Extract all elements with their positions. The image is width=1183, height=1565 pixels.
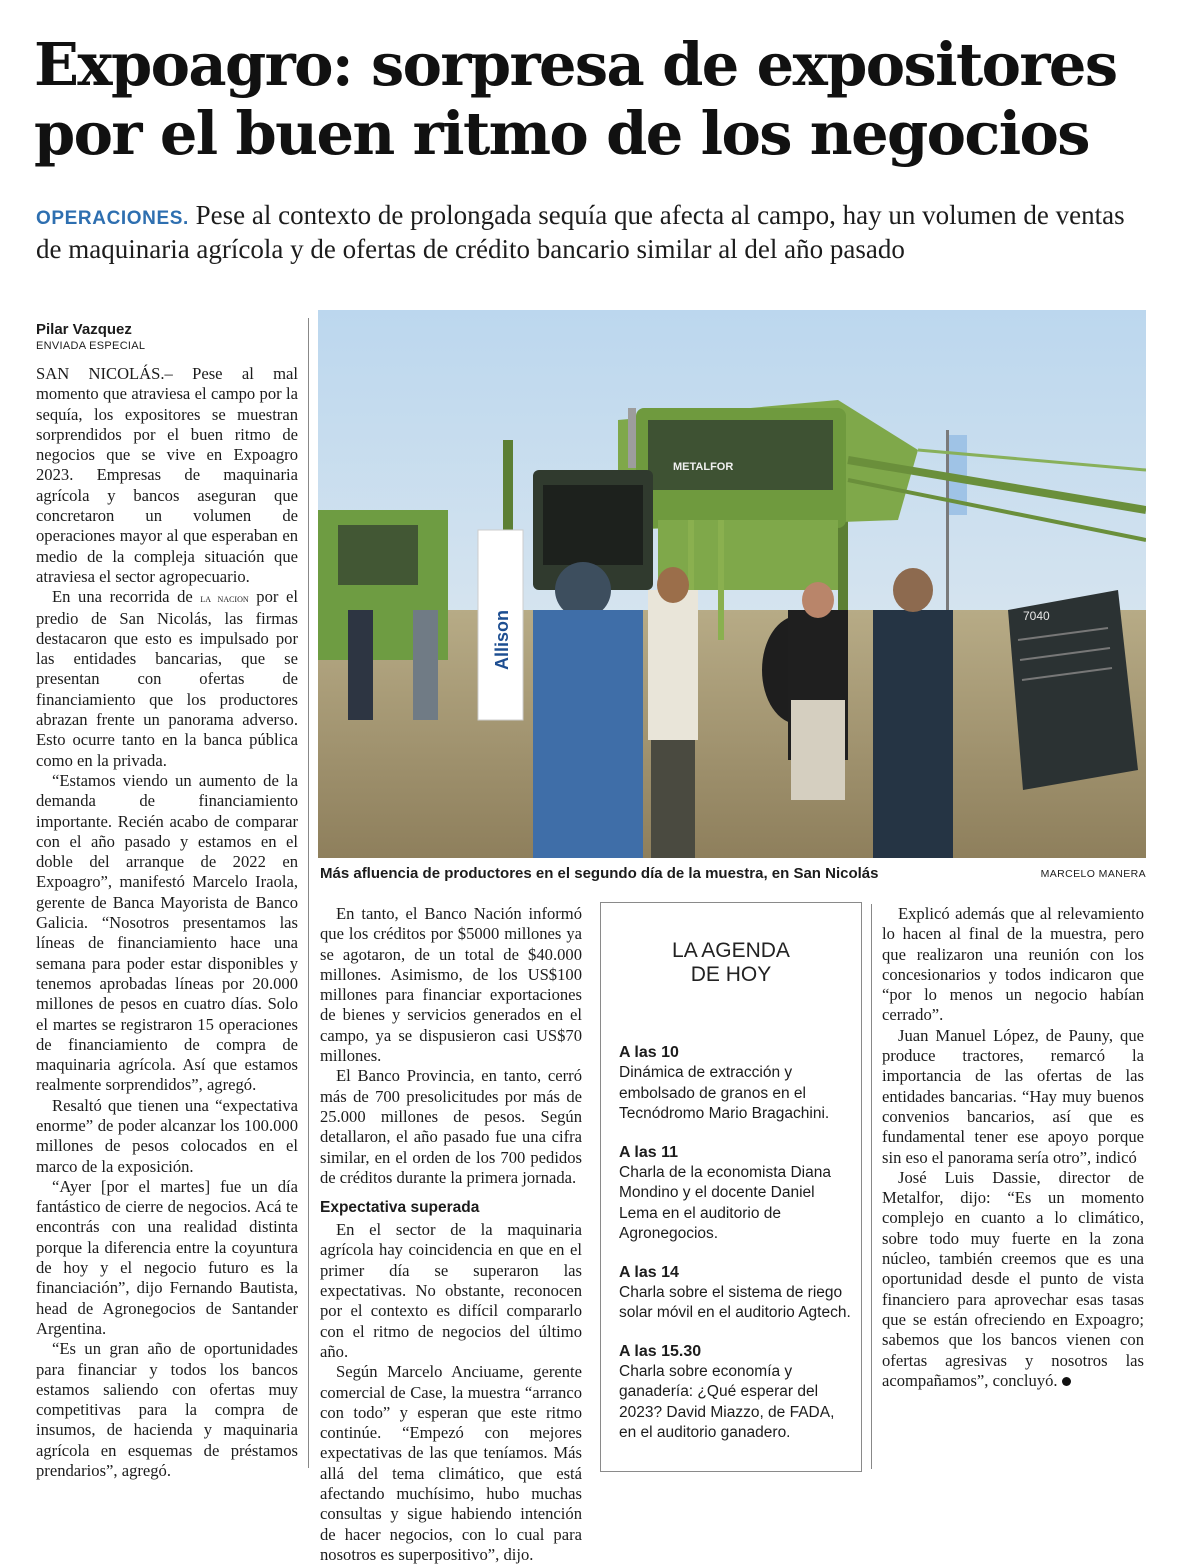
headline: Expoagro: sorpresa de expositores por el buen ritmo de los negocios xyxy=(34,30,1117,168)
article-subhead: Expectativa superada xyxy=(320,1199,480,1217)
agenda-time: A las 14 xyxy=(619,1263,679,1281)
column-rule xyxy=(308,318,309,1468)
article-photo xyxy=(318,310,1146,858)
agenda-box xyxy=(600,902,862,1472)
agenda-time: A las 10 xyxy=(619,1044,679,1061)
article-column-4 xyxy=(882,904,1144,1391)
article-paragraph: Explicó además que al relevamiento lo hacen al final de la muestra, pero que realizaron una reunión con los concesionarios y todos indicaron que “por lo menos un negocio habían cerrado”. xyxy=(882,904,1144,1025)
article-column-2 xyxy=(320,904,582,1565)
column-rule xyxy=(871,904,872,1469)
agenda-description: Charla de la economista Diana Mondino y el docente Daniel Lema en el auditorio de Agronegocios. xyxy=(619,1163,831,1242)
deck xyxy=(36,200,1156,264)
photo-caption: Más afluencia de productores en el segundo día de la muestra, en San Nicolás xyxy=(320,865,879,882)
agenda-item xyxy=(619,1342,851,1444)
agenda-item xyxy=(619,1143,851,1245)
display-model: 7040 xyxy=(1023,609,1050,623)
agenda-time: A las 15.30 xyxy=(619,1342,702,1360)
byline-role: ENVIADA ESPECIAL xyxy=(36,340,146,352)
agenda-item xyxy=(619,1043,851,1125)
allison-sign-text: Allison xyxy=(492,609,512,670)
article-paragraph: Resaltó que tienen una “expectativa enorme” de poder alcanzar los 100.000 millones de pesos colocados en el marco de la exposición. xyxy=(36,1095,298,1176)
allison-banner xyxy=(478,530,523,720)
deck-kicker: OPERACIONES. xyxy=(36,208,189,229)
article-paragraph: El Banco Provincia, en tanto, cerró más de 700 presolicitudes por más de 25.000 millones de pesos. Según detallaron, el año pasado fue una cifra similar, en el orden de los 700 pedidos de créditos durante la primera jornada. xyxy=(320,1066,582,1187)
photo-credit: MARCELO MANERA xyxy=(1040,868,1146,880)
article-paragraph: En el sector de la maquinaria agrícola hay coincidencia en que en el primer día se superaron las expectativas. No obstante, reconocen por el contexto es difícil compararlo con el ritmo de negocios del último año. xyxy=(320,1220,582,1361)
article-paragraph: En una recorrida de la nacion por el predio de San Nicolás, las firmas destacaron que esto es impulsado por las entidades bancarias, que se presentan con ofertas de financiamiento que los productores abrazan frente un panorama adverso. Esto ocurre tanto en la banca pública como en la privada. xyxy=(36,587,298,770)
machine-badge: METALFOR xyxy=(673,461,734,473)
article-paragraph: “Es un gran año de oportunidades para financiar y todos los bancos estamos saliendo con ofertas muy competitivas para la compra de insumos, de hacienda y maquinaria agrícola en esquemas de préstamos prendarios”, agregó. xyxy=(36,1339,298,1481)
article-paragraph: José Luis Dassie, director de Metalfor, dijo: “Es un momento complejo en cuanto a lo climático, sobre todo muy fuerte en la zona núcleo, también creemos que es una oportunidad desde el punto de vista financiero para aprovechar esas tasas que se están ofreciendo en Expoagro; sabemos que los bancos vienen con ofertas agresivas y nosotros las acompañamos”, concluyó. xyxy=(882,1167,1144,1390)
article-paragraph: SAN NICOLÁS.– Pese al mal momento que atraviesa el campo por la sequía, los expositores se muestran sorprendidos por el buen ritmo de negocios que se vive en Expoagro 2023. Empresas de maquinaria agrícola y bancos aseguran que concretaron un volumen de operaciones mayor al que esperaban en medio de la compleja situación que atraviesa el sector agropecuario. xyxy=(36,364,298,586)
article-paragraph: “Estamos viendo un aumento de la demanda de financiamiento importante. Recién acabo de comparar con el año pasado y estamos en el doble del arranque de 2022 en Expoagro”, manifestó Marcelo Iraola, gerente de Banca Mayorista de Banco Galicia. “Nosotros presentamos las líneas de financiamiento hace una semana para poder estar disponibles y tenemos aprobadas líneas por 20.000 millones de pesos en cuatro días. Solo el martes se registraron 15 operaciones de financiamiento de compra de maquinaria agrícola. Así que estamos realmente sorprendidos”, agregó. xyxy=(36,770,298,1095)
article-paragraph: “Ayer [por el martes] fue un día fantástico de cierre de negocios. Acá te encontrás con una realidad distinta porque la diferencia entre la coyuntura de hoy y el negocio futuro es la financiación”, dijo Fernando Bautista, head de Agronegocios de Santander Argentina. xyxy=(36,1176,298,1338)
info-display xyxy=(1008,590,1138,790)
byline-name: Pilar Vazquez xyxy=(36,321,132,338)
agenda-item xyxy=(619,1263,851,1324)
agenda-time: A las 11 xyxy=(619,1143,679,1161)
end-mark-icon xyxy=(1062,1377,1071,1386)
newspaper-name: la nacion xyxy=(200,591,249,606)
article-paragraph: En tanto, el Banco Nación informó que los créditos por $5000 millones ya se agotaron, de un total de $40.000 millones. Asimismo, de los US$100 millones para financiar exportaciones de bienes y servicios generados en el campo, ya se dispusieron casi US$70 millones. xyxy=(320,904,582,1066)
agenda-description: Charla sobre el sistema de riego solar móvil en el auditorio Agtech. xyxy=(619,1283,851,1321)
agenda-title: LA AGENDA DE HOY xyxy=(672,939,790,986)
byline xyxy=(36,320,296,353)
agenda-list xyxy=(619,1043,851,1462)
article-paragraph: Juan Manuel López, de Pauny, que produce tractores, remarcó la importancia de las ofertas de las entidades bancarias. “Hay muy buenos convenios bancarios, así que es fundamental tener ese apoyo porque sin eso el panorama sería otro”, indicó xyxy=(882,1025,1144,1167)
photo-illustration xyxy=(318,310,1146,858)
article-paragraph: Según Marcelo Anciuame, gerente comercial de Case, la muestra “arranco con todo” y esperan que este ritmo continúe. “Empezó con mejores expectativas de las que teníamos. Más allá del tema climático, que está afectando muchísimo, hubo muchas consultas y sigue habiendo intención de hacer negocios, con lo cual para nosotros es superpositivo”, dijo. xyxy=(320,1362,582,1564)
article-column-1 xyxy=(36,364,298,1481)
deck-text: Pese al contexto de prolongada sequía que afecta al campo, hay un volumen de ventas de maquinaria agrícola y de ofertas de crédito bancario similar al del año pasado xyxy=(36,200,1125,264)
agenda-description: Charla sobre economía y ganadería: ¿Qué esperar del 2023? David Miazzo, de FADA, en el auditorio ganadero. xyxy=(619,1362,835,1441)
agenda-description: Dinámica de extracción y embolsado de granos en el Tecnódromo Mario Bragachini. xyxy=(619,1064,830,1122)
